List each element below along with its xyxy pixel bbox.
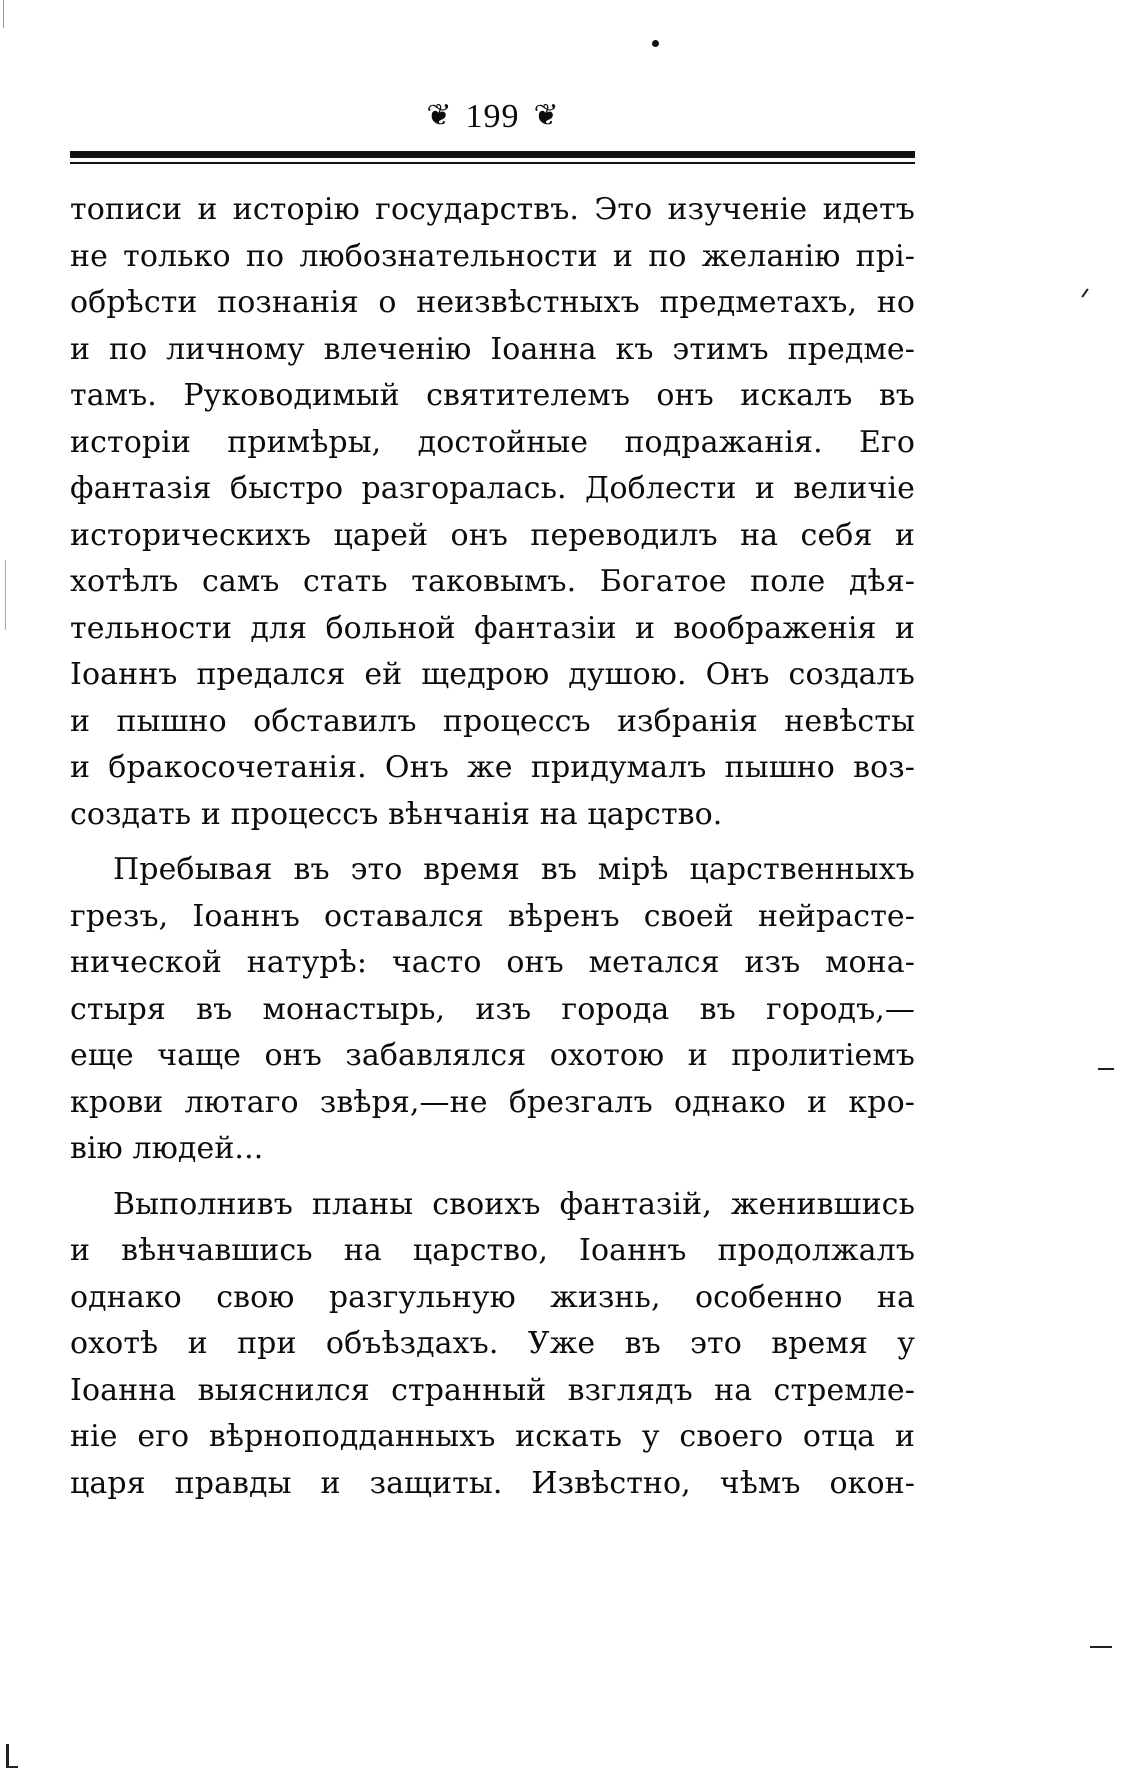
body-text: [70, 187, 915, 1507]
scan-mark: [3, 0, 4, 28]
text-line: вію людей...: [70, 1131, 264, 1166]
text-line: Іоанна выяснился странный взглядъ на стремле-: [70, 1372, 915, 1408]
text-line: стыря въ монастырь, изъ города въ городъ,—: [70, 991, 915, 1027]
paragraph-gap: [70, 1173, 915, 1182]
text-line: создать и процессъ вѣнчанія на царство.: [70, 796, 723, 832]
text-line: еще чаще онъ забавлялся охотою и пролитіемъ: [70, 1038, 915, 1073]
paragraph-gap: [70, 838, 915, 847]
left-ornament-icon: ❦: [426, 98, 452, 133]
scan-mark: [6, 1744, 9, 1768]
text-line: однако свою разгульную жизнь, особенно на: [70, 1279, 915, 1315]
text-line: и вѣнчавшись на царство, Іоаннъ продолжалъ: [70, 1233, 915, 1268]
right-ornament-icon: ❦: [533, 98, 559, 133]
text-line: историческихъ царей онъ переводилъ на себя и: [70, 517, 915, 553]
text-line: Пребывая въ это время въ мірѣ царственныхъ: [113, 852, 915, 887]
paragraph: [70, 1182, 915, 1508]
scan-mark: [1090, 1646, 1112, 1648]
text-line: Іоаннъ предался ей щедрою душою. Онъ создалъ: [70, 657, 915, 692]
text-line: тамъ. Руководимый святителемъ онъ искалъ въ: [70, 378, 915, 413]
text-line: фантазія быстро разгоралась. Доблести и величіе: [70, 471, 915, 506]
text-line: Выполнивъ планы своихъ фантазій, женившись: [113, 1186, 915, 1222]
text-line: охотѣ и при объѣздахъ. Уже въ это время у: [70, 1326, 915, 1361]
header-rule-thick: [70, 151, 915, 158]
text-line: и бракосочетанія. Онъ же придумалъ пышно воз-: [70, 750, 915, 785]
scan-mark: [1098, 1068, 1114, 1070]
paragraph: [70, 187, 915, 838]
text-line: крови лютаго звѣря,—не брезгалъ однако и кро-: [70, 1084, 915, 1120]
text-line: исторіи примѣры, достойные подражанія. Его: [70, 424, 915, 460]
scan-mark: [5, 560, 6, 630]
scan-mark: [6, 1766, 18, 1768]
header-rule-thin: [70, 162, 915, 164]
paragraph: [70, 847, 915, 1173]
text-line: и по личному влеченію Іоанна къ этимъ предме-: [70, 331, 915, 367]
scan-mark: [1081, 288, 1088, 297]
text-line: нической натурѣ: часто онъ метался изъ мона-: [70, 945, 915, 980]
text-line: не только по любознательности и по желанію прі-: [70, 238, 915, 274]
text-line: ніе его вѣрноподданныхъ искать у своего отца и: [70, 1419, 915, 1454]
text-line: царя правды и защиты. Извѣстно, чѣмъ окон-: [70, 1465, 915, 1501]
header-line: [426, 100, 558, 134]
text-line: обрѣсти познанія о неизвѣстныхъ предметахъ, но: [70, 285, 915, 320]
page-number: 199: [465, 98, 520, 135]
scan-speck: [652, 40, 659, 47]
text-line: тельности для больной фантазіи и воображенія и: [70, 610, 915, 646]
text-line: хотѣлъ самъ стать таковымъ. Богатое поле дѣя-: [70, 564, 915, 599]
text-line: тописи и исторію государствъ. Это изученіе идетъ: [70, 192, 915, 227]
text-line: и пышно обставилъ процессъ избранія невѣсты: [70, 703, 915, 739]
text-line: грезъ, Іоаннъ оставался вѣренъ своей нейрасте-: [70, 898, 915, 934]
